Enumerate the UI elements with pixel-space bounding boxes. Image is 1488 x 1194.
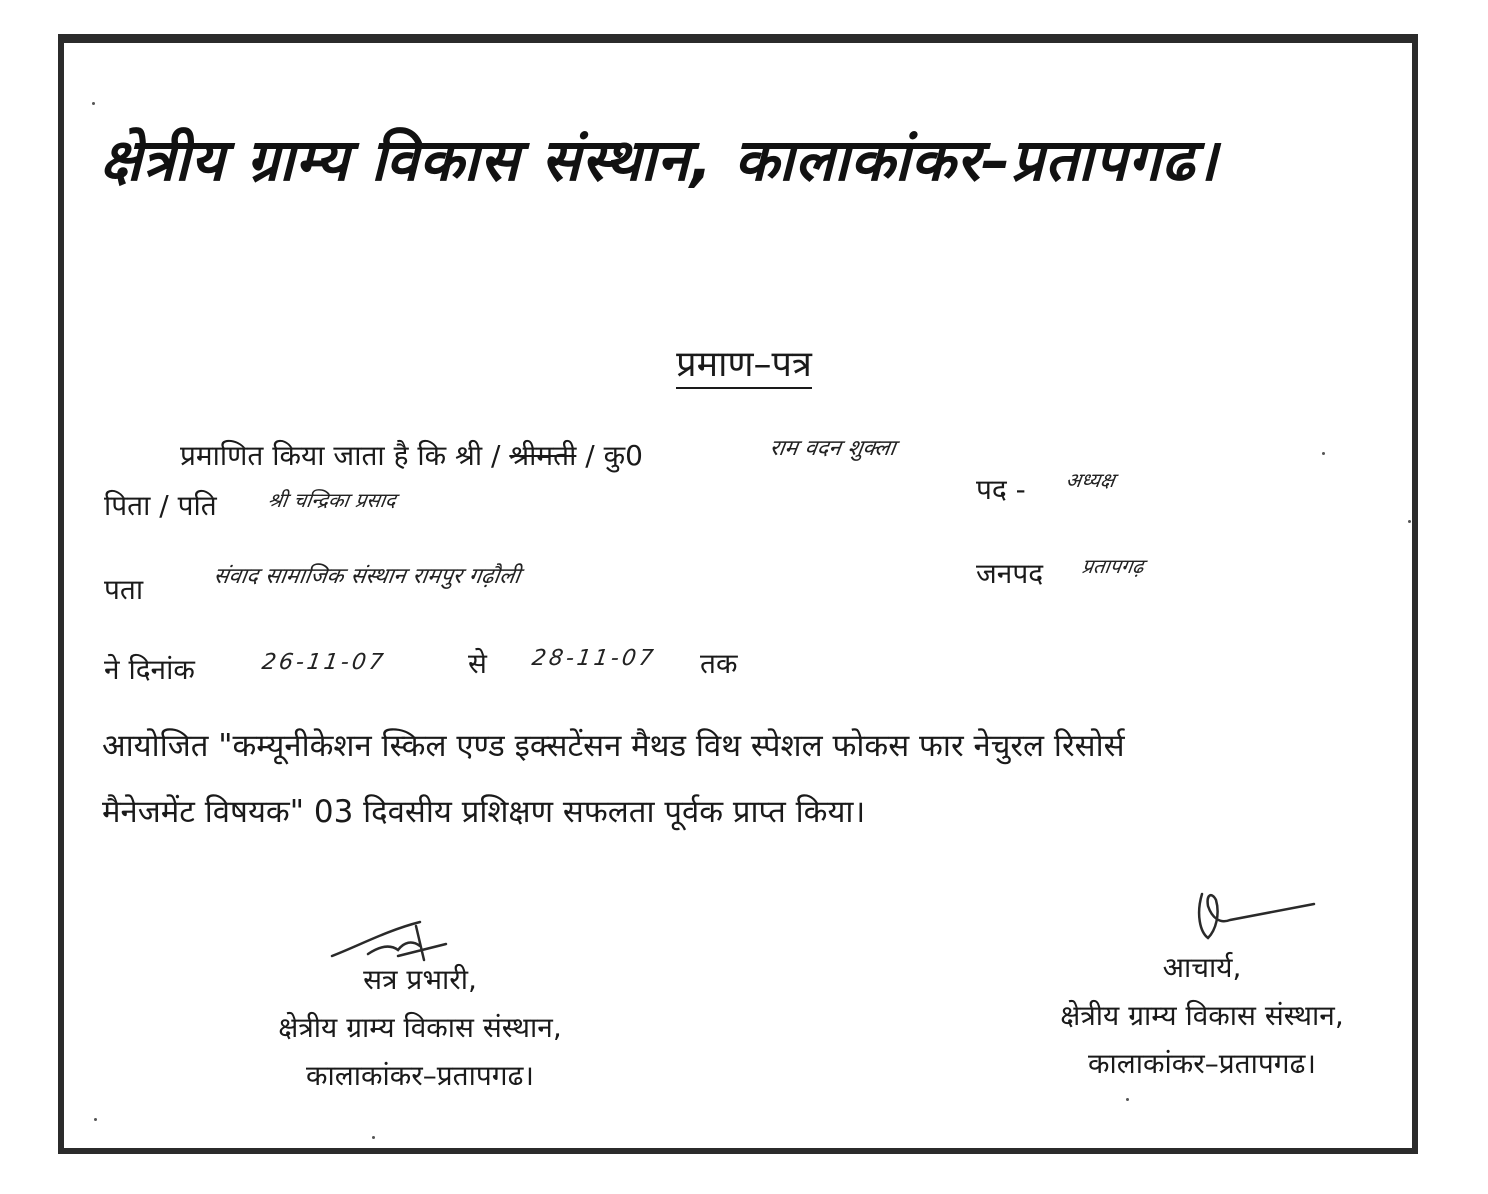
right-signatory	[982, 944, 1422, 1088]
left-signatory	[200, 956, 640, 1100]
institute-heading: क्षेत्रीय ग्राम्य विकास संस्थान, कालाकांकर–प्रतापगढ।	[100, 126, 1219, 194]
right-signatory-role: आचार्य,	[1162, 951, 1242, 984]
left-signatory-role: सत्र प्रभारी,	[363, 963, 477, 996]
date-from: 26-11-07	[260, 650, 388, 675]
left-signatory-org: क्षेत्रीय ग्राम्य विकास संस्थान,	[278, 1011, 562, 1044]
body-line-2: मैनेजमेंट विषयक" 03 दिवसीय प्रशिक्षण सफलता पूर्वक प्राप्त किया।	[102, 794, 866, 830]
district-label: जनपद	[976, 557, 1044, 590]
right-signatory-place: कालाकांकर–प्रतापगढ।	[1088, 1047, 1316, 1080]
right-signatory-org: क्षेत्रीय ग्राम्य विकास संस्थान,	[1060, 999, 1344, 1032]
speck-dot	[1408, 520, 1411, 523]
certify-prefix: प्रमाणित किया जाता है कि श्री /	[180, 439, 510, 472]
speck-dot	[372, 1136, 375, 1139]
post-label: पद -	[976, 473, 1026, 506]
district-handwritten: प्रतापगढ़	[1080, 554, 1146, 578]
date-mid: से	[468, 647, 487, 680]
post-handwritten: अध्यक्ष	[1064, 468, 1117, 492]
certify-suffix: / कु0	[576, 439, 643, 472]
father-label: पिता / पति	[104, 489, 217, 522]
speck-dot	[1126, 1098, 1129, 1101]
date-suffix: तक	[700, 647, 738, 680]
left-signatory-place: कालाकांकर–प्रतापगढ।	[306, 1059, 534, 1092]
speck-dot	[94, 1118, 97, 1121]
date-to: 28-11-07	[530, 646, 658, 671]
speck-dot	[92, 102, 95, 105]
date-prefix: ने दिनांक	[104, 653, 195, 686]
father-handwritten: श्री चन्द्रिका प्रसाद	[266, 488, 398, 512]
speck-dot	[1322, 452, 1325, 455]
certify-struck-option: श्रीमती	[509, 439, 577, 472]
name-handwritten: राम वदन शुक्ला	[768, 436, 898, 461]
certify-line	[180, 436, 643, 474]
certificate-title	[0, 338, 1488, 387]
body-line-1: आयोजित "कम्यूनीकेशन स्किल एण्ड इक्सटेंसन मैथड विथ स्पेशल फोकस फार नेचुरल रिसोर्स	[102, 728, 1125, 764]
certificate-title-text: प्रमाण–पत्र	[676, 344, 812, 389]
address-label: पता	[104, 573, 144, 606]
address-handwritten: संवाद सामाजिक संस्थान रामपुर गढ़ौली	[212, 564, 522, 589]
